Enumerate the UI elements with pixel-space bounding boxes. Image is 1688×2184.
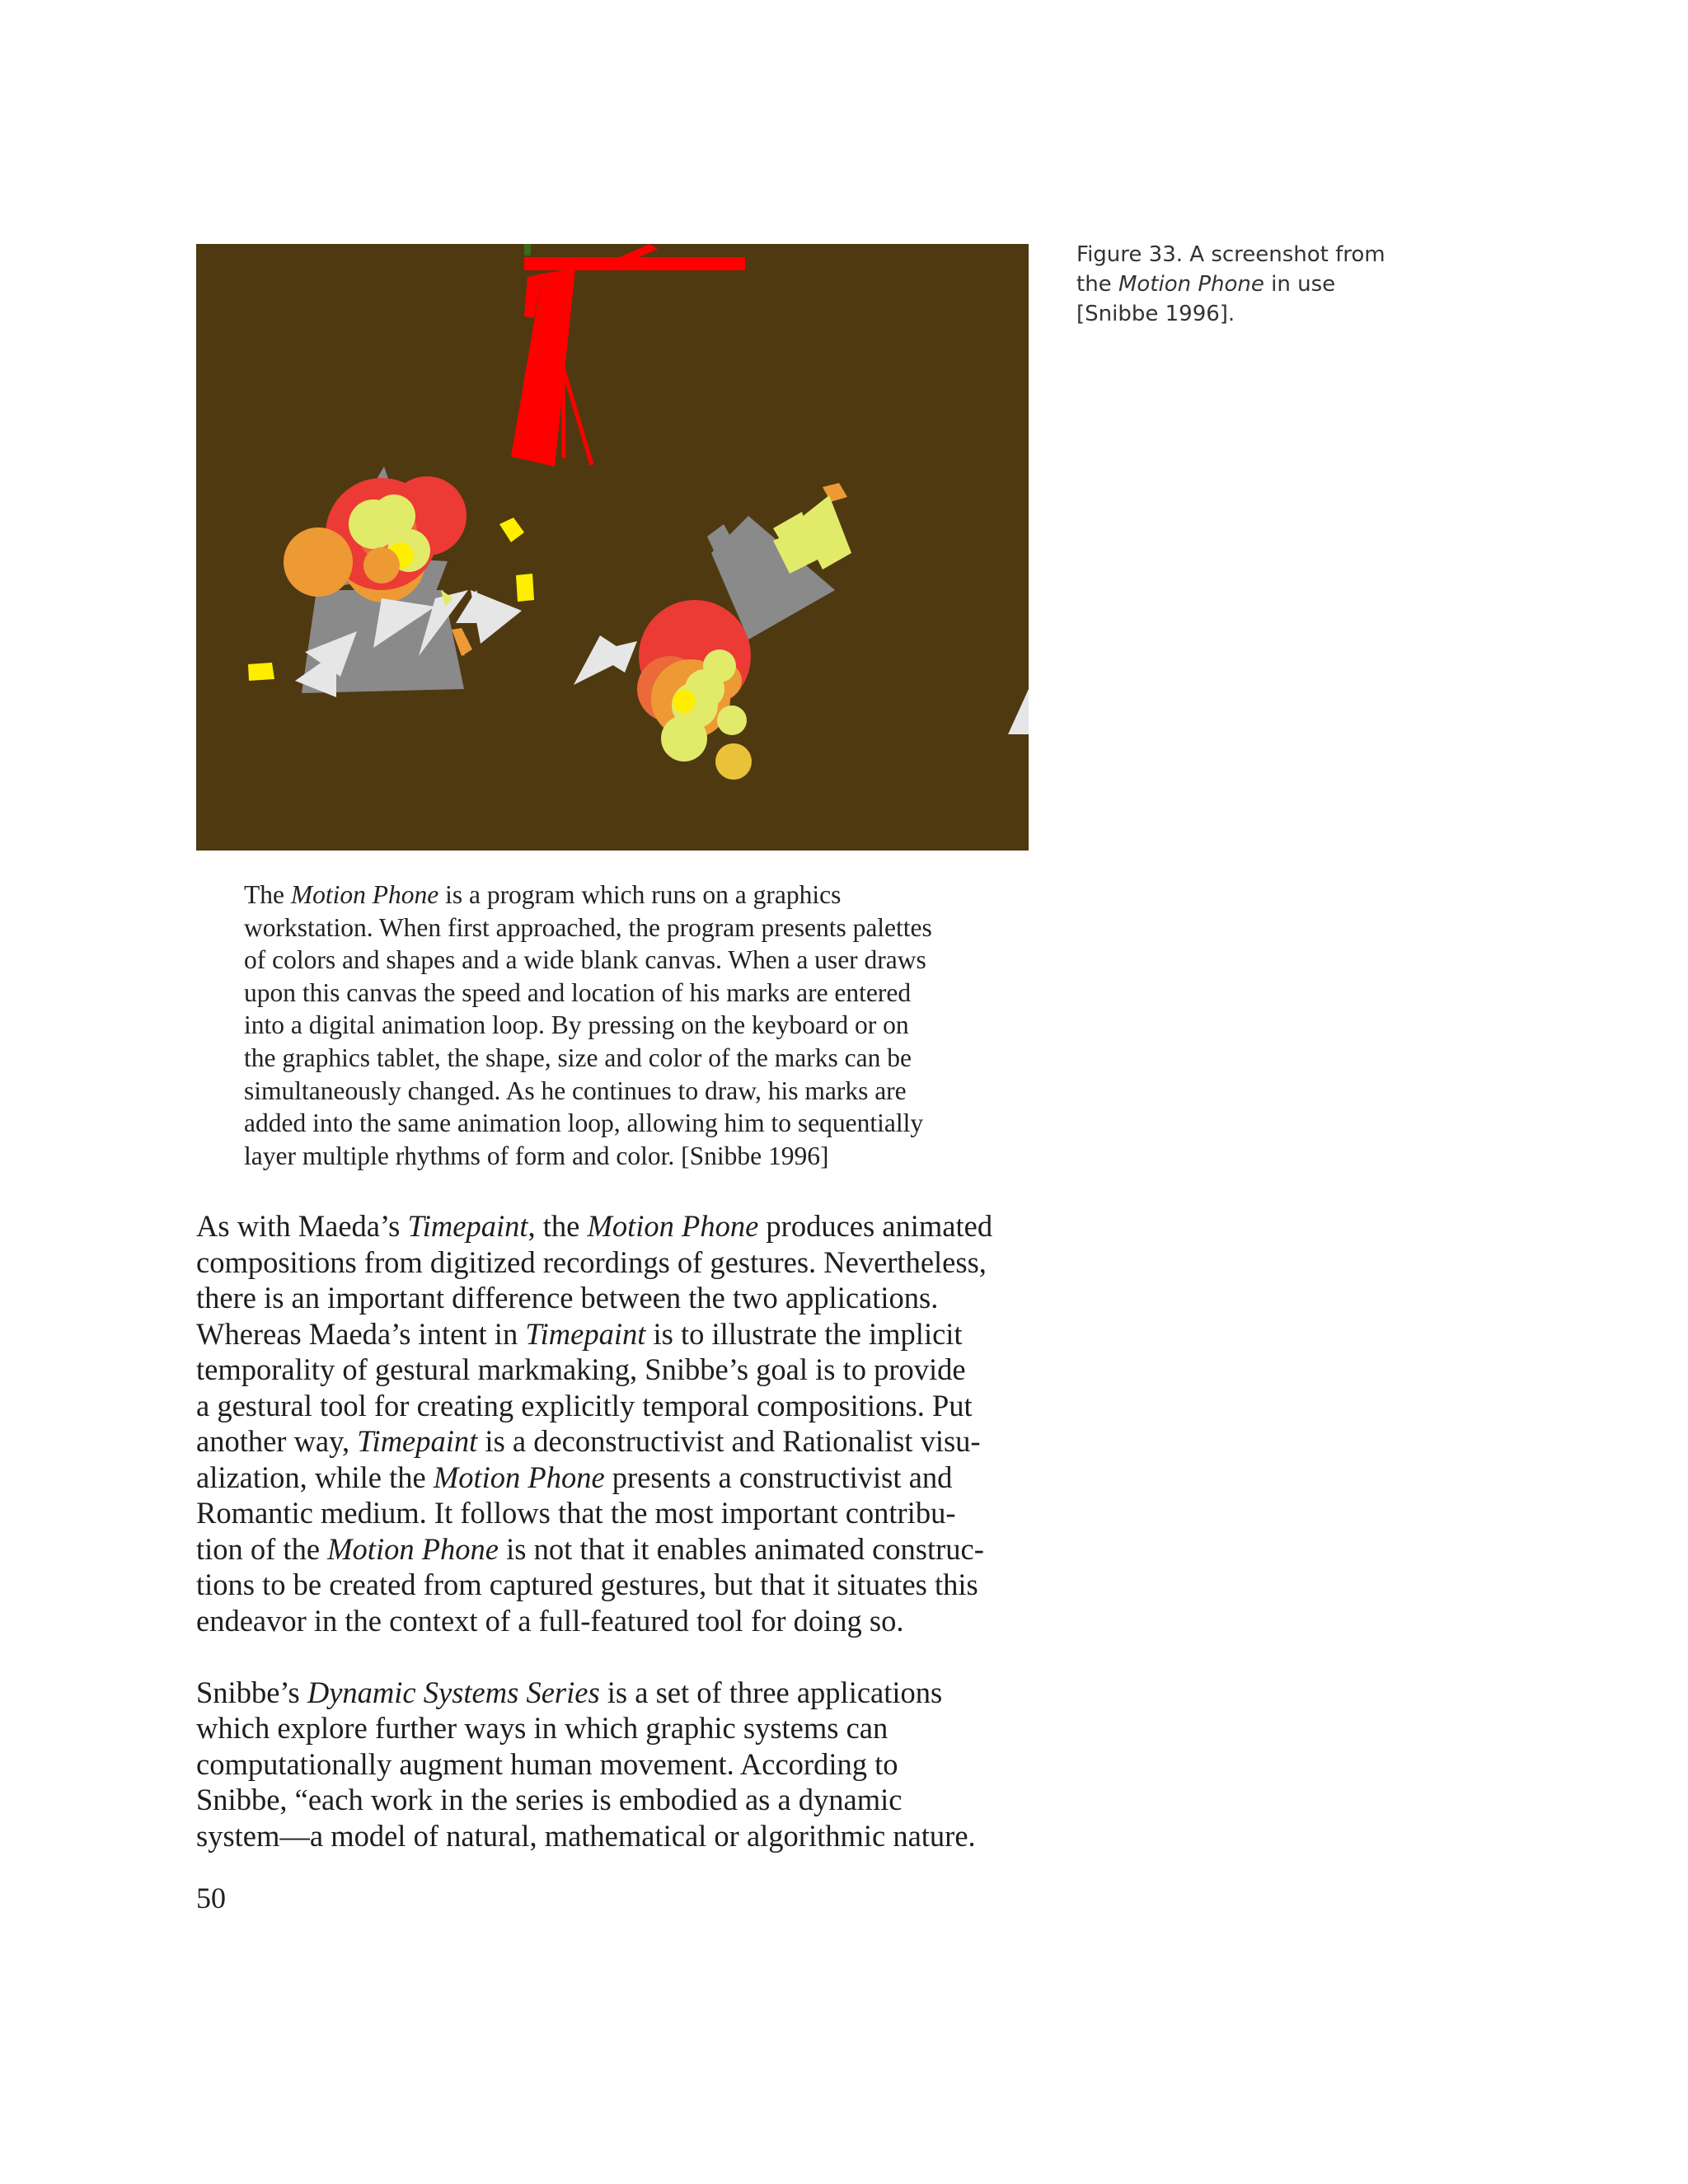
body-line: tions to be created from captured gestures, but that it situates this <box>196 1568 978 1601</box>
caption-title-italic: Motion Phone <box>1118 272 1264 297</box>
paragraph-1 <box>196 1208 1037 1638</box>
figure-image <box>196 244 1029 851</box>
body-text-run: is a deconstructivist and Rationalist visu- <box>477 1424 981 1458</box>
quote-line: added into the same animation loop, allowing him to sequentially <box>244 1108 924 1138</box>
body-line: compositions from digitized recordings of gestures. Nevertheless, <box>196 1244 987 1279</box>
page-number: 50 <box>196 1882 226 1915</box>
quote-line: the graphics tablet, the shape, size and color of the marks can be <box>244 1043 912 1072</box>
body-line: there is an important difference between the two applications. <box>196 1281 939 1315</box>
body-text-run: As with Maeda’s <box>196 1209 408 1243</box>
quote-line: layer multiple rhythms of form and color. [Snibbe 1996] <box>244 1141 829 1170</box>
quote-line: of colors and shapes and a wide blank canvas. When a user draws <box>244 945 926 975</box>
body-line <box>196 1460 1037 1496</box>
body-line <box>196 1531 1037 1568</box>
caption-line: [Snibbe 1996]. <box>1076 302 1236 326</box>
quote-text: The <box>244 880 291 909</box>
body-text-run: another way, <box>196 1424 358 1458</box>
quote-line: simultaneously changed. As he continues to draw, his marks are <box>244 1076 907 1105</box>
body-line: which explore further ways in which graphic systems can <box>196 1711 889 1745</box>
motion-phone-screenshot <box>196 244 1029 851</box>
quote-line: workstation. When first approached, the program presents palettes <box>244 912 932 942</box>
body-text-run: is to illustrate the implicit <box>645 1316 963 1351</box>
body-line: Snibbe, “each work in the series is embodied as a dynamic <box>196 1783 903 1816</box>
body-line: temporality of gestural markmaking, Snibbe’s goal is to provide <box>196 1352 966 1386</box>
paragraph-gap <box>196 1638 1037 1675</box>
caption-line: Figure 33. A screenshot from <box>1076 242 1386 267</box>
body-text-run: tion of the <box>196 1531 328 1566</box>
body-text-run: presents a constructivist and <box>604 1460 953 1494</box>
body-text-run: Whereas Maeda’s intent in <box>196 1316 526 1351</box>
body-title-italic: Timepaint <box>407 1209 528 1243</box>
body-line: Romantic medium. It follows that the most important contribu- <box>196 1496 956 1530</box>
caption-text: the <box>1076 272 1118 297</box>
body-line <box>196 1423 1037 1460</box>
quote-text: is a program which runs on a graphics <box>438 880 842 909</box>
body-line: endeavor in the context of a full-featured tool for doing so. <box>196 1603 904 1638</box>
body-text-run: alization, while the <box>196 1460 434 1494</box>
paragraph-2 <box>196 1675 1037 1854</box>
body-title-italic: Dynamic Systems Series <box>307 1675 600 1709</box>
body-text-run: , the <box>528 1209 588 1243</box>
body-title-italic: Motion Phone <box>327 1531 499 1566</box>
body-line: a gestural tool for creating explicitly temporal compositions. Put <box>196 1388 973 1422</box>
body-title-italic: Timepaint <box>357 1424 478 1458</box>
quote-line: upon this canvas the speed and location of his marks are entered <box>244 977 912 1007</box>
body-text-run: is not that it enables animated construc- <box>498 1531 984 1566</box>
body-line <box>196 1208 1037 1244</box>
body-text-run: Snibbe’s <box>196 1675 307 1709</box>
body-line <box>196 1675 1037 1711</box>
quote-title-italic: Motion Phone <box>290 880 439 909</box>
caption-line <box>1076 269 1423 299</box>
body-text-run: is a set of three applications <box>599 1675 943 1709</box>
body-line <box>196 1316 1037 1352</box>
block-quote <box>244 879 1027 1172</box>
body-title-italic: Timepaint <box>525 1316 646 1351</box>
quote-line <box>244 879 1027 912</box>
body-text <box>196 1208 1037 1854</box>
figure-caption <box>1076 240 1423 329</box>
body-line: computationally augment human movement. According to <box>196 1746 898 1781</box>
quote-line: into a digital animation loop. By pressing on the keyboard or on <box>244 1010 909 1040</box>
caption-text: in use <box>1264 272 1336 297</box>
body-title-italic: Motion Phone <box>433 1460 605 1494</box>
body-line: system—a model of natural, mathematical or algorithmic nature. <box>196 1818 976 1853</box>
body-text-run: produces animated <box>758 1209 993 1243</box>
body-title-italic: Motion Phone <box>587 1209 759 1243</box>
